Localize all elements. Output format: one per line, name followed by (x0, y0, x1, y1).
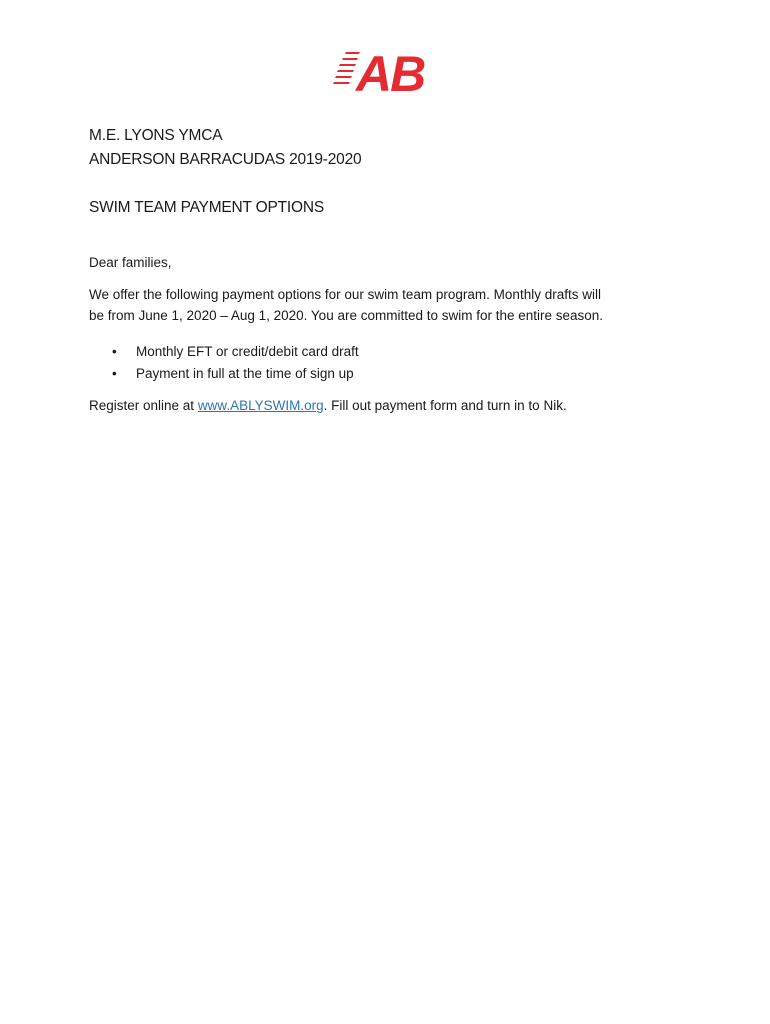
list-item (89, 363, 359, 385)
bullet-icon: • (112, 344, 117, 359)
paragraph-line: We offer the following payment options for our swim team program. Monthly drafts will (89, 287, 601, 302)
paragraph-line: be from June 1, 2020 – Aug 1, 2020. You are committed to swim for the entire season. (89, 308, 604, 323)
intro-paragraph (89, 284, 649, 326)
heading-ymca: M.E. LYONS YMCA (89, 127, 223, 144)
register-prefix: Register online at (89, 398, 198, 413)
heading-team-season: ANDERSON BARRACUDAS 2019-2020 (89, 151, 362, 168)
ab-logo-icon (332, 44, 440, 96)
register-suffix: . Fill out payment form and turn in to Nik. (323, 398, 567, 413)
register-line (89, 398, 567, 413)
website-link[interactable]: www.ABLYSWIM.org (197, 398, 324, 413)
list-item-text: Payment in full at the time of sign up (136, 366, 354, 381)
logo-text: AB (356, 46, 425, 96)
bullet-icon: • (112, 366, 117, 381)
barracudas-logo (332, 44, 440, 96)
list-item-text: Monthly EFT or credit/debit card draft (136, 344, 359, 359)
list-item (89, 341, 359, 363)
section-title: SWIM TEAM PAYMENT OPTIONS (89, 199, 324, 216)
greeting: Dear families, (89, 255, 172, 270)
document-heading (89, 124, 361, 172)
payment-options-list (89, 341, 359, 385)
